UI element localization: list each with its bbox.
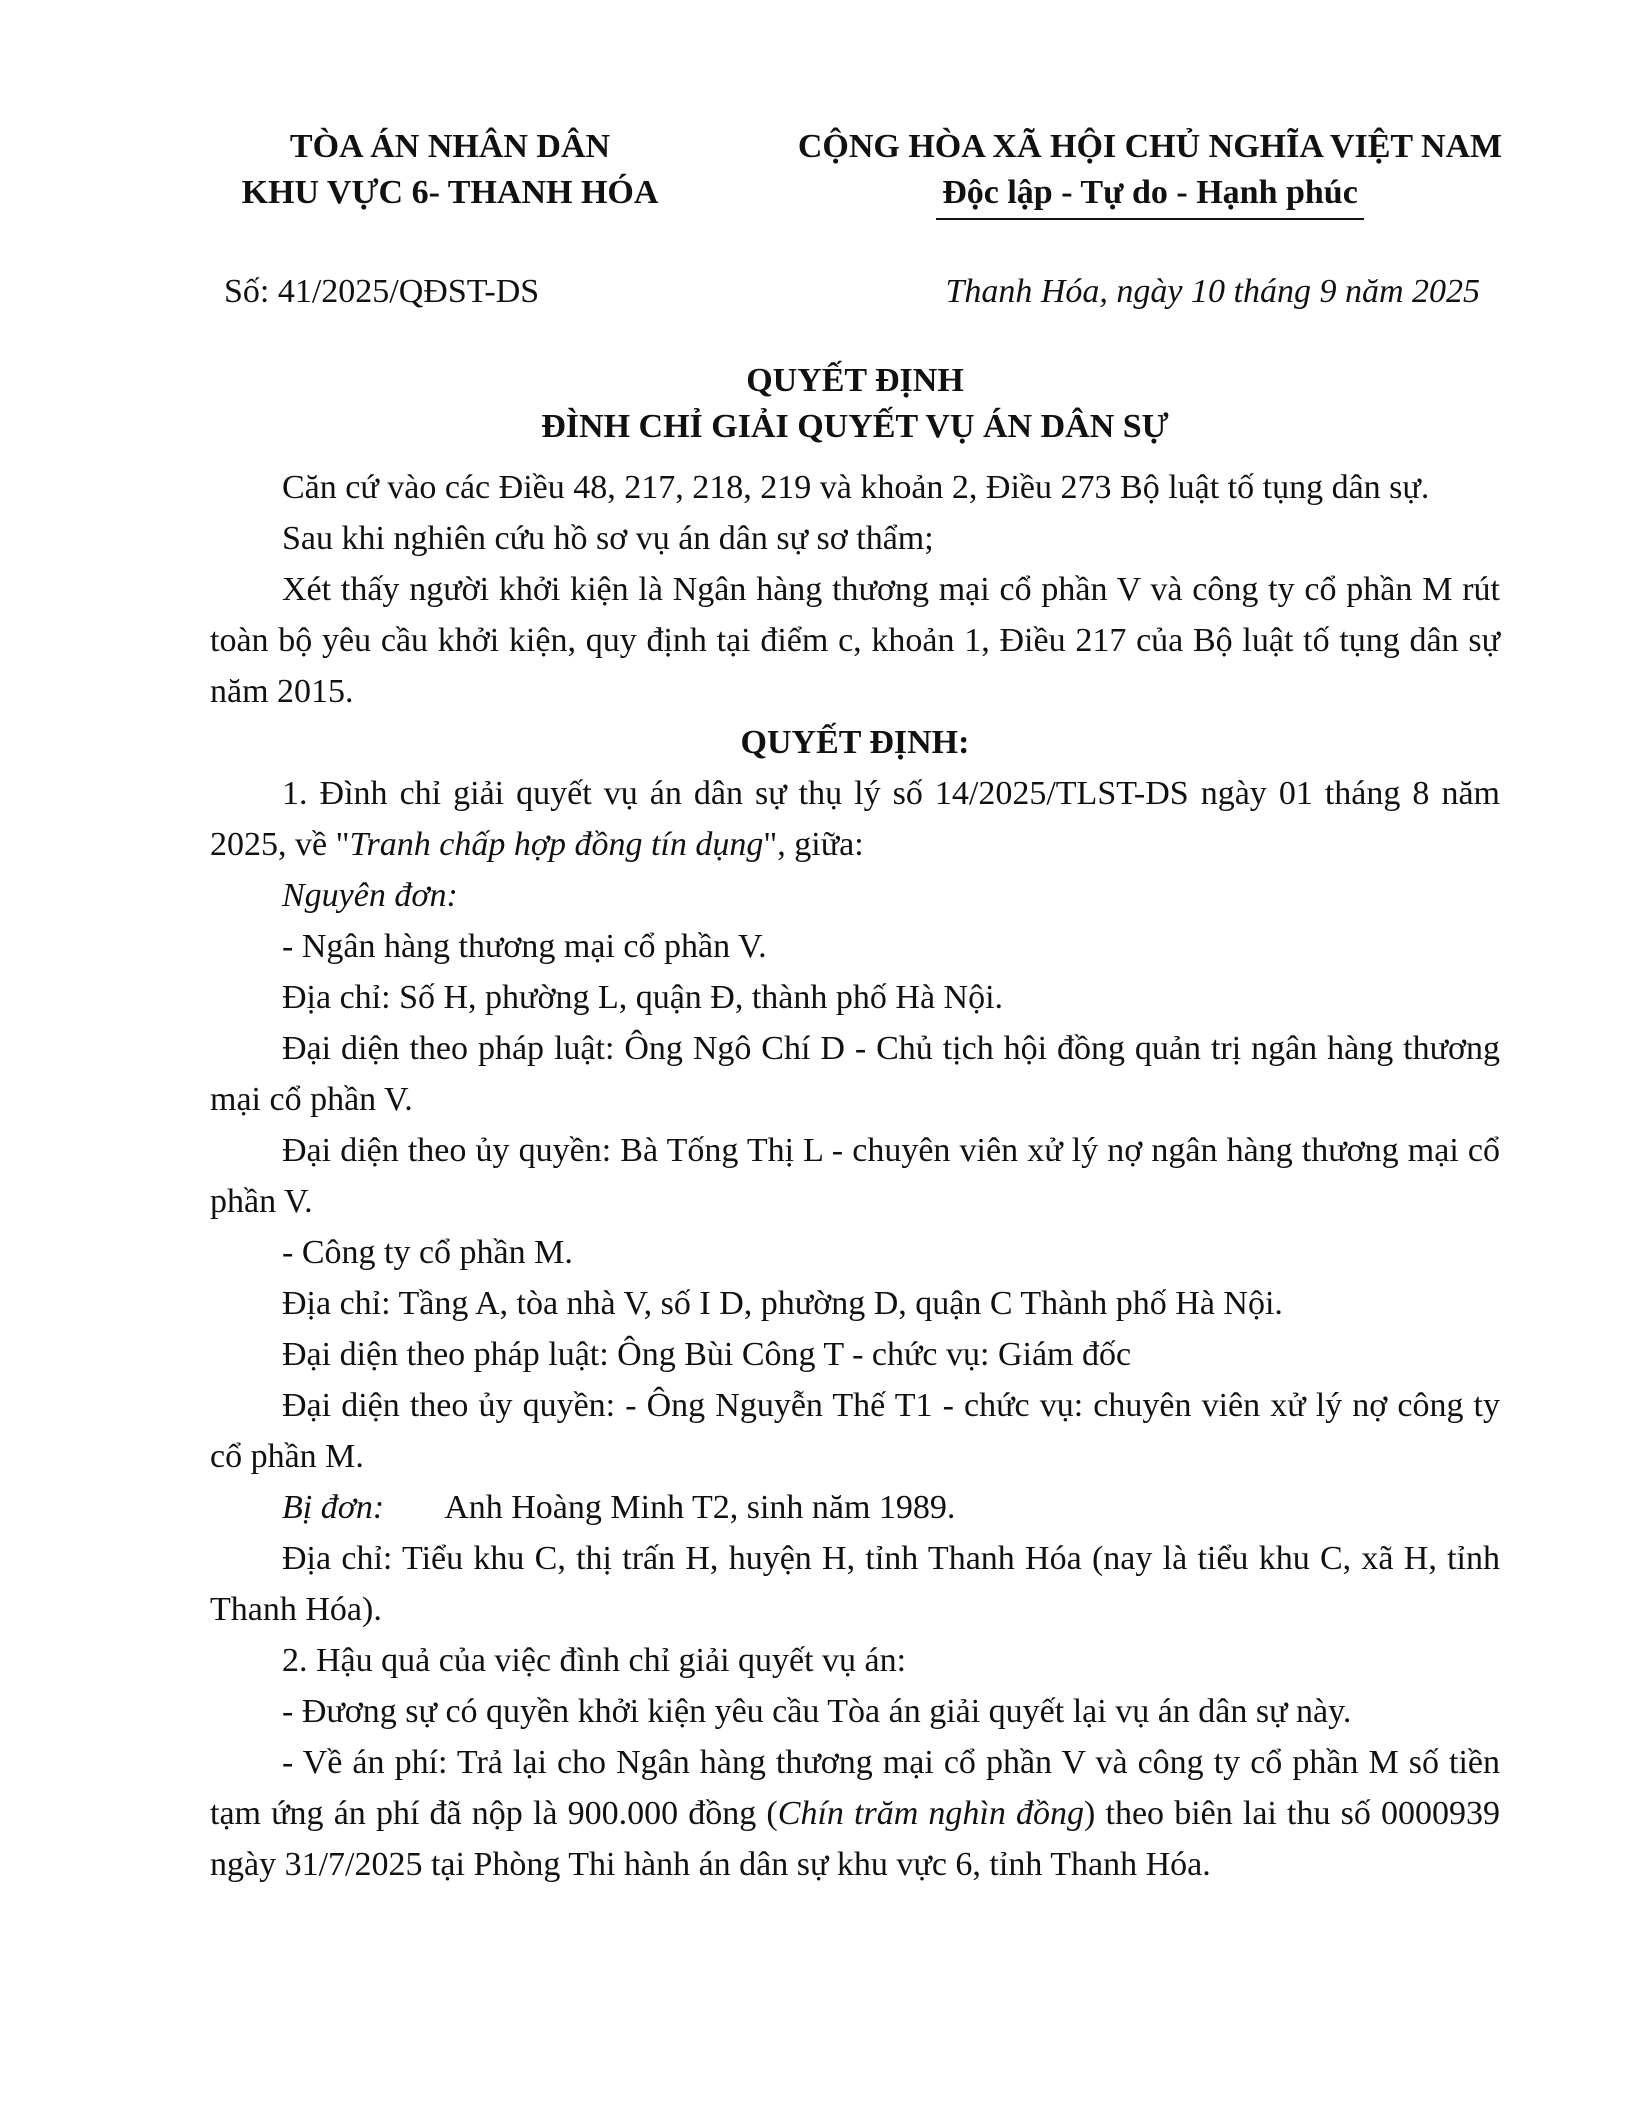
d1-text-b: ", giữa: xyxy=(763,826,864,863)
consequence-fees xyxy=(210,1737,1500,1890)
defendant-name: Anh Hoàng Minh T2, sinh năm 1989. xyxy=(444,1489,956,1526)
plaintiff-1-legal-rep: Đại diện theo pháp luật: Ông Ngô Chí D - Chủ tịch hội đồng quản trị ngân hàng thương mại cổ phần V. xyxy=(210,1030,1500,1118)
title-line2: ĐÌNH CHỈ GIẢI QUYẾT VỤ ÁN DÂN SỰ xyxy=(541,408,1169,445)
plaintiff-2-auth-rep: Đại diện theo ủy quyền: - Ông Nguyễn Thế T1 - chức vụ: chuyên viên xử lý nợ công ty cổ phần M. xyxy=(210,1387,1500,1475)
decision-heading: QUYẾT ĐỊNH: xyxy=(740,724,970,761)
court-header xyxy=(230,124,670,216)
fees-amount-words: Chín trăm nghìn đồng xyxy=(777,1795,1085,1832)
fees-text-a: - Về án phí: Trả lại cho Ngân hàng thương mại cổ phần V và công ty cổ phần M số tiền tạm ứng án phí đã nộp là 900.000 đồng ( xyxy=(210,1744,1500,1832)
d1-case-type: Tranh chấp hợp đồng tín dụng xyxy=(349,826,764,863)
national-motto xyxy=(936,170,1364,216)
plaintiff-1: - Ngân hàng thương mại cổ phần V. xyxy=(282,928,767,965)
defendant-label: Bị đơn: xyxy=(282,1489,385,1526)
review-statement: Sau khi nghiên cứu hồ sơ vụ án dân sự sơ thẩm; xyxy=(282,520,934,557)
national-header xyxy=(770,124,1530,216)
document-body xyxy=(210,462,1500,1890)
decision-number: Số: 41/2025/QĐST-DS xyxy=(224,273,540,310)
motto-text: Độc lập - Tự do - Hạnh phúc xyxy=(942,174,1358,211)
d1-text-a: 1. Đình chỉ giải quyết vụ án dân sự thụ lý số 14/2025/TLST-DS ngày 01 tháng 8 năm 2025, về " xyxy=(210,775,1500,863)
plaintiff-2-legal-rep: Đại diện theo pháp luật: Ông Bùi Công T - chức vụ: Giám đốc xyxy=(282,1336,1132,1373)
fees-text-b: ) theo biên lai thu số 0000939 ngày 31/7/2025 tại Phòng Thi hành án dân sự khu vực 6, tỉnh Thanh Hóa. xyxy=(210,1795,1500,1883)
motto-underline xyxy=(936,218,1364,220)
defendant-address: Địa chỉ: Tiểu khu C, thị trấn H, huyện H, tỉnh Thanh Hóa (nay là tiểu khu C, xã H, tỉnh Thanh Hóa). xyxy=(210,1540,1500,1628)
decision-item-2: 2. Hậu quả của việc đình chỉ giải quyết vụ án: xyxy=(282,1642,907,1679)
title-line1: QUYẾT ĐỊNH xyxy=(746,362,964,399)
legal-basis: Căn cứ vào các Điều 48, 217, 218, 219 và khoản 2, Điều 273 Bộ luật tố tụng dân sự. xyxy=(282,469,1430,506)
plaintiff-1-auth-rep: Đại diện theo ủy quyền: Bà Tống Thị L - chuyên viên xử lý nợ ngân hàng thương mại cổ phần V. xyxy=(210,1132,1500,1220)
defendant xyxy=(210,1482,1500,1533)
consequence-rights: - Đương sự có quyền khởi kiện yêu cầu Tòa án giải quyết lại vụ án dân sự này. xyxy=(282,1693,1352,1730)
place-date: Thanh Hóa, ngày 10 tháng 9 năm 2025 xyxy=(945,273,1480,310)
court-region: KHU VỰC 6- THANH HÓA xyxy=(241,174,659,211)
plaintiff-1-address: Địa chỉ: Số H, phường L, quận Đ, thành phố Hà Nội. xyxy=(282,979,1004,1016)
court-name: TÒA ÁN NHÂN DÂN xyxy=(289,128,611,165)
plaintiff-label: Nguyên đơn: xyxy=(282,877,458,914)
decision-item-1 xyxy=(210,768,1500,870)
plaintiff-2: - Công ty cổ phần M. xyxy=(282,1234,573,1271)
plaintiff-2-address: Địa chỉ: Tầng A, tòa nhà V, số I D, phường D, quận C Thành phố Hà Nội. xyxy=(282,1285,1283,1322)
document-title xyxy=(210,358,1500,450)
national-title: CỘNG HÒA XÃ HỘI CHỦ NGHĨA VIỆT NAM xyxy=(797,128,1503,165)
findings: Xét thấy người khởi kiện là Ngân hàng thương mại cổ phần V và công ty cổ phần M rút toàn bộ yêu cầu khởi kiện, quy định tại điểm c, khoản 1, Điều 217 của Bộ luật tố tụng dân sự năm 2015. xyxy=(210,571,1500,710)
